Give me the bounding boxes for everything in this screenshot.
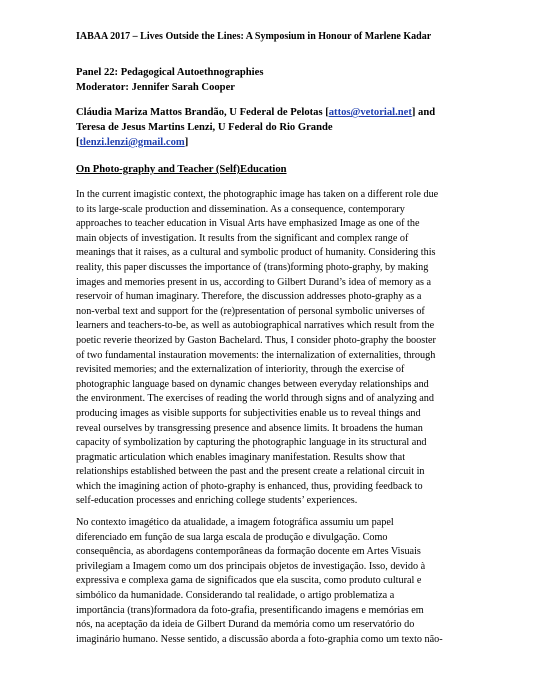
text-line: photographic language based on dynamic changes between everyday relationships and — [76, 378, 429, 390]
text-line: non-verbal text and support for the (re)presentation of personal symbolic universes of — [76, 305, 425, 317]
text-line: revisited memories; and the externalization of interiority, through the exercise of — [76, 364, 405, 376]
text-line: simbólico da humanidade. Considerando tal realidade, o artigo problematiza a — [76, 589, 395, 601]
bracket-open: [ — [76, 137, 80, 148]
text-line: learners and teachers-to-be, as well as autobiographical narratives which result from the — [76, 320, 435, 332]
text-line: consequência, as abordagens contemporâneas da formação docente em Artes Visuais — [76, 546, 421, 558]
author-1-email-link[interactable]: attos@vetorial.net — [328, 107, 412, 118]
moderator-line: Moderator: Jennifer Sarah Cooper — [76, 82, 235, 93]
text-line: imaginário humano. Nesse sentido, a discussão aborda a foto-graphia como um texto não- — [76, 633, 443, 645]
text-line: main objects of investigation. It results from the significant and complex range of — [76, 232, 409, 244]
abstract-portuguese — [76, 516, 468, 647]
author-1-text: Cláudia Mariza Mattos Brandão, U Federal de Pelotas [ — [76, 107, 329, 118]
text-line: relationships established between the past and the present create a relational circuit in — [76, 466, 425, 478]
author-line-3 — [76, 137, 188, 148]
text-line: capacity of symbolization by capturing the photographic language in its structural and — [76, 437, 427, 449]
text-line: reveal ourselves by transgressing presence and absence limits. It broadens the human — [76, 422, 423, 434]
text-line: nós, na aceptação da ideia de Gilbert Durand da memória como um reservatório do — [76, 619, 415, 631]
text-line: expressiva e complexa gama de significados que ela suscita, como produto cultural e — [76, 575, 422, 587]
text-line: of two fundamental instauration movements: the internalization of externalities, through — [76, 349, 436, 361]
text-line: No contexto imagético da atualidade, a imagem fotográfica assumiu um papel — [76, 517, 394, 528]
text-line: self-education processes and enriching college students’ experiences. — [76, 495, 358, 507]
author-1-end: ] and — [411, 107, 436, 118]
paper-title: On Photo-graphy and Teacher (Self)Education — [76, 164, 287, 175]
author-line-1 — [76, 107, 435, 118]
abstract-english — [76, 188, 468, 509]
text-line: diferenciado em função de sua larga escala de produção e divulgação. Como — [76, 531, 388, 543]
text-line: images and memories present in us, according to Gilbert Durand’s idea of memory as a — [76, 276, 432, 288]
author-2-email-link[interactable]: tlenzi.lenzi@gmail.com — [79, 137, 185, 148]
text-line: reality, this paper discusses the importance of (trans)forming photo-graphy, by making — [76, 261, 429, 273]
text-line: the environment. The exercises of reading the world through signs and of analyzing and — [76, 393, 434, 405]
panel-title: Panel 22: Pedagogical Autoethnographies — [76, 67, 264, 78]
text-line: In the current imagistic context, the photographic image has taken on a different role due — [76, 189, 439, 200]
text-line: producing images as visible supports for subjectivities enable us to reveal things and — [76, 407, 421, 419]
bracket-close: ] — [184, 137, 189, 148]
text-line: to its large-scale production and dissemination. As a consequence, contemporary — [76, 203, 405, 215]
text-line: poetic reverie theorized by Gaston Bachelard. Thus, I consider photo-graphy the booster — [76, 334, 436, 346]
text-line: which the imagining action of photo-graphy is enhanced, thus, providing feedback to — [76, 480, 423, 492]
conference-header: IABAA 2017 – Lives Outside the Lines: A Symposium in Honour of Marlene Kadar — [76, 31, 432, 42]
author-line-2: Teresa de Jesus Martins Lenzi, U Federal do Rio Grande — [76, 122, 333, 133]
text-line: importância (trans)formadora da foto-grafia, presentificando imagens e memórias em — [76, 604, 424, 616]
text-line: approaches to teacher education in Visual Arts have emphasized Image as one of the — [76, 218, 420, 230]
text-line: reservoir of human imaginary. Therefore, the discussion addresses photo-graphy as a — [76, 291, 422, 303]
text-line: pragmatic articulation which enables imaginary manifestation. Results show that — [76, 451, 406, 463]
text-line: meanings that it raises, as a cultural and symbolic product of humanity. Considering this — [76, 247, 436, 259]
text-line: privilegiam a Imagem como um dos principais objetos de investigação. Isso, devido à — [76, 560, 426, 572]
